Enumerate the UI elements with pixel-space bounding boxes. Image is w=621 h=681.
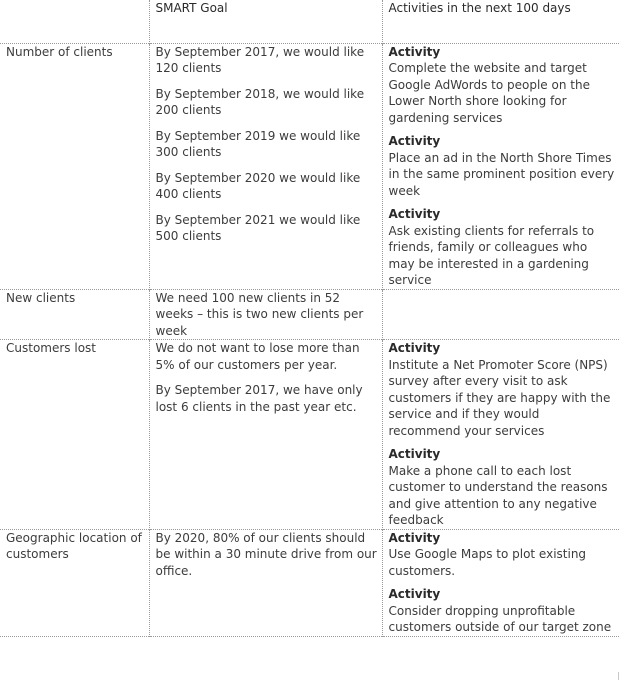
table-row (0, 289, 619, 340)
activities-cell (382, 43, 619, 289)
goal-text: By September 2017, we would like 120 clients (155, 44, 365, 75)
table-row (0, 43, 619, 289)
activity-block (389, 133, 616, 199)
goal-text: By September 2018, we would like 200 clients (155, 86, 365, 117)
activity-text: Use Google Maps to plot existing customers. (388, 547, 587, 578)
header-row (0, 0, 619, 43)
goal-text: By September 2021 we would like 500 clients (155, 212, 361, 243)
activity-block (389, 446, 616, 529)
activity-text: Complete the website and target Google AdWords to people on the Lower North shore looking for gardening services (388, 61, 590, 125)
goal-text: We need 100 new clients in 52 weeks – this is two new clients per week (155, 290, 364, 338)
table-row (0, 340, 619, 530)
activity-title: Activity (388, 530, 441, 545)
goal-text: By 2020, 80% of our clients should be within a 30 minute drive from our office. (155, 530, 377, 578)
activity-title: Activity (388, 134, 441, 148)
table-row (0, 529, 619, 636)
activity-title: Activity (388, 341, 441, 355)
activity-title: Activity (388, 207, 441, 221)
smart-goal-cell (149, 529, 382, 636)
header-activities: Activities in the next 100 days (382, 0, 619, 43)
activity-block (389, 44, 616, 127)
activity-block (389, 206, 616, 289)
metric-cell: New clients (6, 290, 76, 305)
activity-text: Place an ad in the North Shore Times in the same prominent position every week (388, 150, 615, 198)
goal-text: By September 2020 we would like 400 clients (155, 170, 361, 201)
metric-cell: Number of clients (6, 44, 113, 59)
goal-text: We do not want to lose more than 5% of our customers per year. (155, 341, 360, 372)
activity-title: Activity (388, 447, 441, 461)
activity-text: Make a phone call to each lost customer to understand the reasons and give attention to any negative feedback (388, 463, 608, 527)
activity-text: Institute a Net Promoter Score (NPS) survey after every visit to ask customers if they are happy with the service and if they would recommend your services (388, 357, 611, 438)
smart-goal-cell (149, 289, 382, 340)
activity-text: Ask existing clients for referrals to friends, family or colleagues who may be interested in a gardening service (388, 223, 595, 287)
activity-block (389, 530, 616, 580)
activity-title: Activity (388, 44, 441, 59)
metric-cell: Geographic location of customers (6, 530, 142, 561)
activity-title: Activity (388, 587, 441, 601)
goal-text: By September 2019 we would like 300 clients (155, 128, 361, 159)
activity-block (389, 586, 616, 636)
header-metric (0, 0, 149, 43)
header-smart-goal: SMART Goal (149, 0, 382, 43)
table-body (0, 43, 619, 636)
smart-goal-cell (149, 340, 382, 530)
activities-cell (382, 340, 619, 530)
activities-cell (382, 289, 619, 340)
goal-text: By September 2017, we have only lost 6 clients in the past year etc. (155, 383, 363, 414)
activity-text: Consider dropping unprofitable customers outside of our target zone (388, 603, 612, 634)
metric-cell: Customers lost (6, 341, 96, 355)
activity-block (389, 340, 616, 439)
smart-goal-cell (149, 43, 382, 289)
activities-cell (382, 529, 619, 636)
